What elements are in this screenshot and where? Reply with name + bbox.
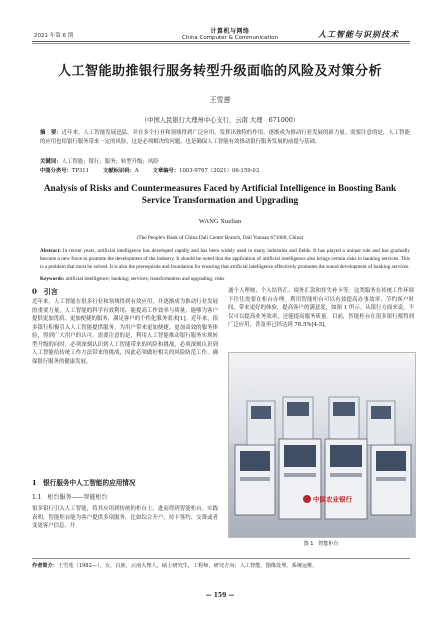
header-rule bbox=[32, 41, 410, 42]
section-0-body: 近年来，人工智能在很多行业和领域得到有效应用，并逐渐成为推动行业发展的重要力量。人工智能的科学有效利用，能提高工作效率与质量，能够为客户提供更加优质、更加便捷的服务，满足客户的个性化服务需求[1]。近年来，很多银行积极引入人工智能提供服务，为用户带来更加便捷、更加高效的服务体验，得到广大用户的认可。需要注意的是，利用人工智能推动银行服务实现转型升级的同时，必须深刻认识到人工智能带来的风险和挑战，必须深刻认识到人工智能给传统工作方法带来的挑战，因此必须做好相关的风险防范工作，确保银行服务的健康发展。 bbox=[32, 299, 218, 365]
figure-caption: 图 1 智能柜台 bbox=[303, 541, 339, 547]
keywords-cn-label: 关键词： bbox=[40, 159, 62, 165]
header-rule-thin bbox=[32, 43, 410, 44]
keywords-cn bbox=[40, 157, 410, 165]
abstract-cn-text: 近年来，人工智能发展迅猛，并在多个行业和领域得到广泛应用，发挥出独特的作用，逐渐成为推动行业发展的新力量。需要注意的是，人工智能的应用也给银行服务带来一定的风险，这是必须解决的问题，也是确保人工智能有效推动银行服务发展的前提与基础。 bbox=[40, 130, 410, 145]
abstract-en bbox=[40, 247, 410, 271]
bank-sign-text: 中国农业银行 bbox=[313, 495, 352, 504]
right-column-text: 通个人理财、个人结售汇、境外汇款和挂失补卡等。这类服务在传统工作环境下往往需要在柜台办理。利用智能柜台可以有效提高办事效率，节约客户时间，带来更好的体验，提高客户的满意度，如图 1 所示。从银行方面来说，不仅可以提高业务效率，还能提高服务质量。目前，智能柜台在很多银行都得到广泛应用，普及率已经达到 78.5%[4-5]。 bbox=[228, 288, 414, 328]
abstract-cn-label: 摘 要： bbox=[40, 130, 62, 136]
section-1-1-heading: 1.1 柜台服务——智能柜台 bbox=[32, 494, 108, 501]
section-0-heading: 0 引言 bbox=[32, 287, 58, 296]
journal-name-en: China Computer & Communication bbox=[182, 35, 278, 41]
keywords-en-text: artificial intelligence; banking; services; transformation and upgrading; risks bbox=[65, 276, 225, 282]
abstract-en-label: Abstract: bbox=[40, 248, 62, 254]
figure-smart-counter bbox=[228, 352, 416, 538]
issue-number: 2021 年第 6 期 bbox=[34, 33, 74, 39]
affiliation-cn: （中国人民银行大理州中心支行，云南 大理 671000） bbox=[140, 117, 300, 124]
author-bio bbox=[32, 562, 412, 569]
journal-name-cn: 计算机与网络 bbox=[210, 28, 250, 35]
section-1-1-body: 很多银行引入人工智能，将其应用到传统的柜台上，进而得到智能柜台。实践表明，智能柜台能为客户提供多项服务，比如综合开户、持卡签约、交费或者变更客户信息、开 bbox=[32, 506, 218, 529]
author-bio-label: 作者简介： bbox=[32, 563, 58, 569]
journal-header bbox=[170, 26, 290, 41]
abstract-cn bbox=[40, 129, 410, 147]
classification-line bbox=[40, 166, 410, 174]
footnote-rule bbox=[32, 558, 410, 559]
smart-counter-illustration bbox=[229, 353, 415, 537]
keywords-cn-text: 人工智能；银行；服务；转型升级；风险 bbox=[61, 159, 159, 165]
article-id: 文章编号：1003-9767（2021）06-159-03 bbox=[152, 168, 260, 174]
author-bio-text: 王雪莲（1982—），女，白族，云南大理人，硕士研究生，工程师，研究方向：人工智能、图像处理、系统运维。 bbox=[57, 563, 318, 569]
abstract-en-text: In recent years, artificial intelligence has developed rapidly and has been widely used in many industries and fields. It has played a unique role and has gradually become a new force to promote the development of the industry. It should be noted that the application of artificial intelligence also brings certain risks to banking services. This is a problem that must be solved. It is also the prerequisite and foundation for ensuring that artificial intelligence effectively promotes the sound development of banking services. bbox=[40, 248, 411, 270]
affiliation-en: (The People's Bank of China Dali Center Branch, Dali Yunnan 671000, China) bbox=[136, 235, 304, 241]
page-number: — 159 — bbox=[205, 592, 235, 599]
paper-title-en: Analysis of Risks and Countermeasures Faced by Artificial Intelligence in Boosting Bank Service Transformation and Upgrading bbox=[43, 184, 397, 206]
column-title: 人工智能与识别技术 bbox=[318, 29, 399, 39]
author-en: WANG Xuelian bbox=[198, 218, 242, 225]
clc-code: 中图分类号：TP311 bbox=[40, 168, 90, 174]
section-1-heading: 1 银行服务中人工智能的应用情况 bbox=[32, 479, 136, 487]
author-cn: 王雪莲 bbox=[209, 96, 231, 104]
keywords-en bbox=[40, 276, 410, 282]
paper-title-cn: 人工智能助推银行服务转型升级面临的风险及对策分析 bbox=[57, 64, 382, 79]
doc-code: 文献标识码：A bbox=[103, 168, 139, 174]
keywords-en-label: Keywords: bbox=[40, 276, 65, 282]
